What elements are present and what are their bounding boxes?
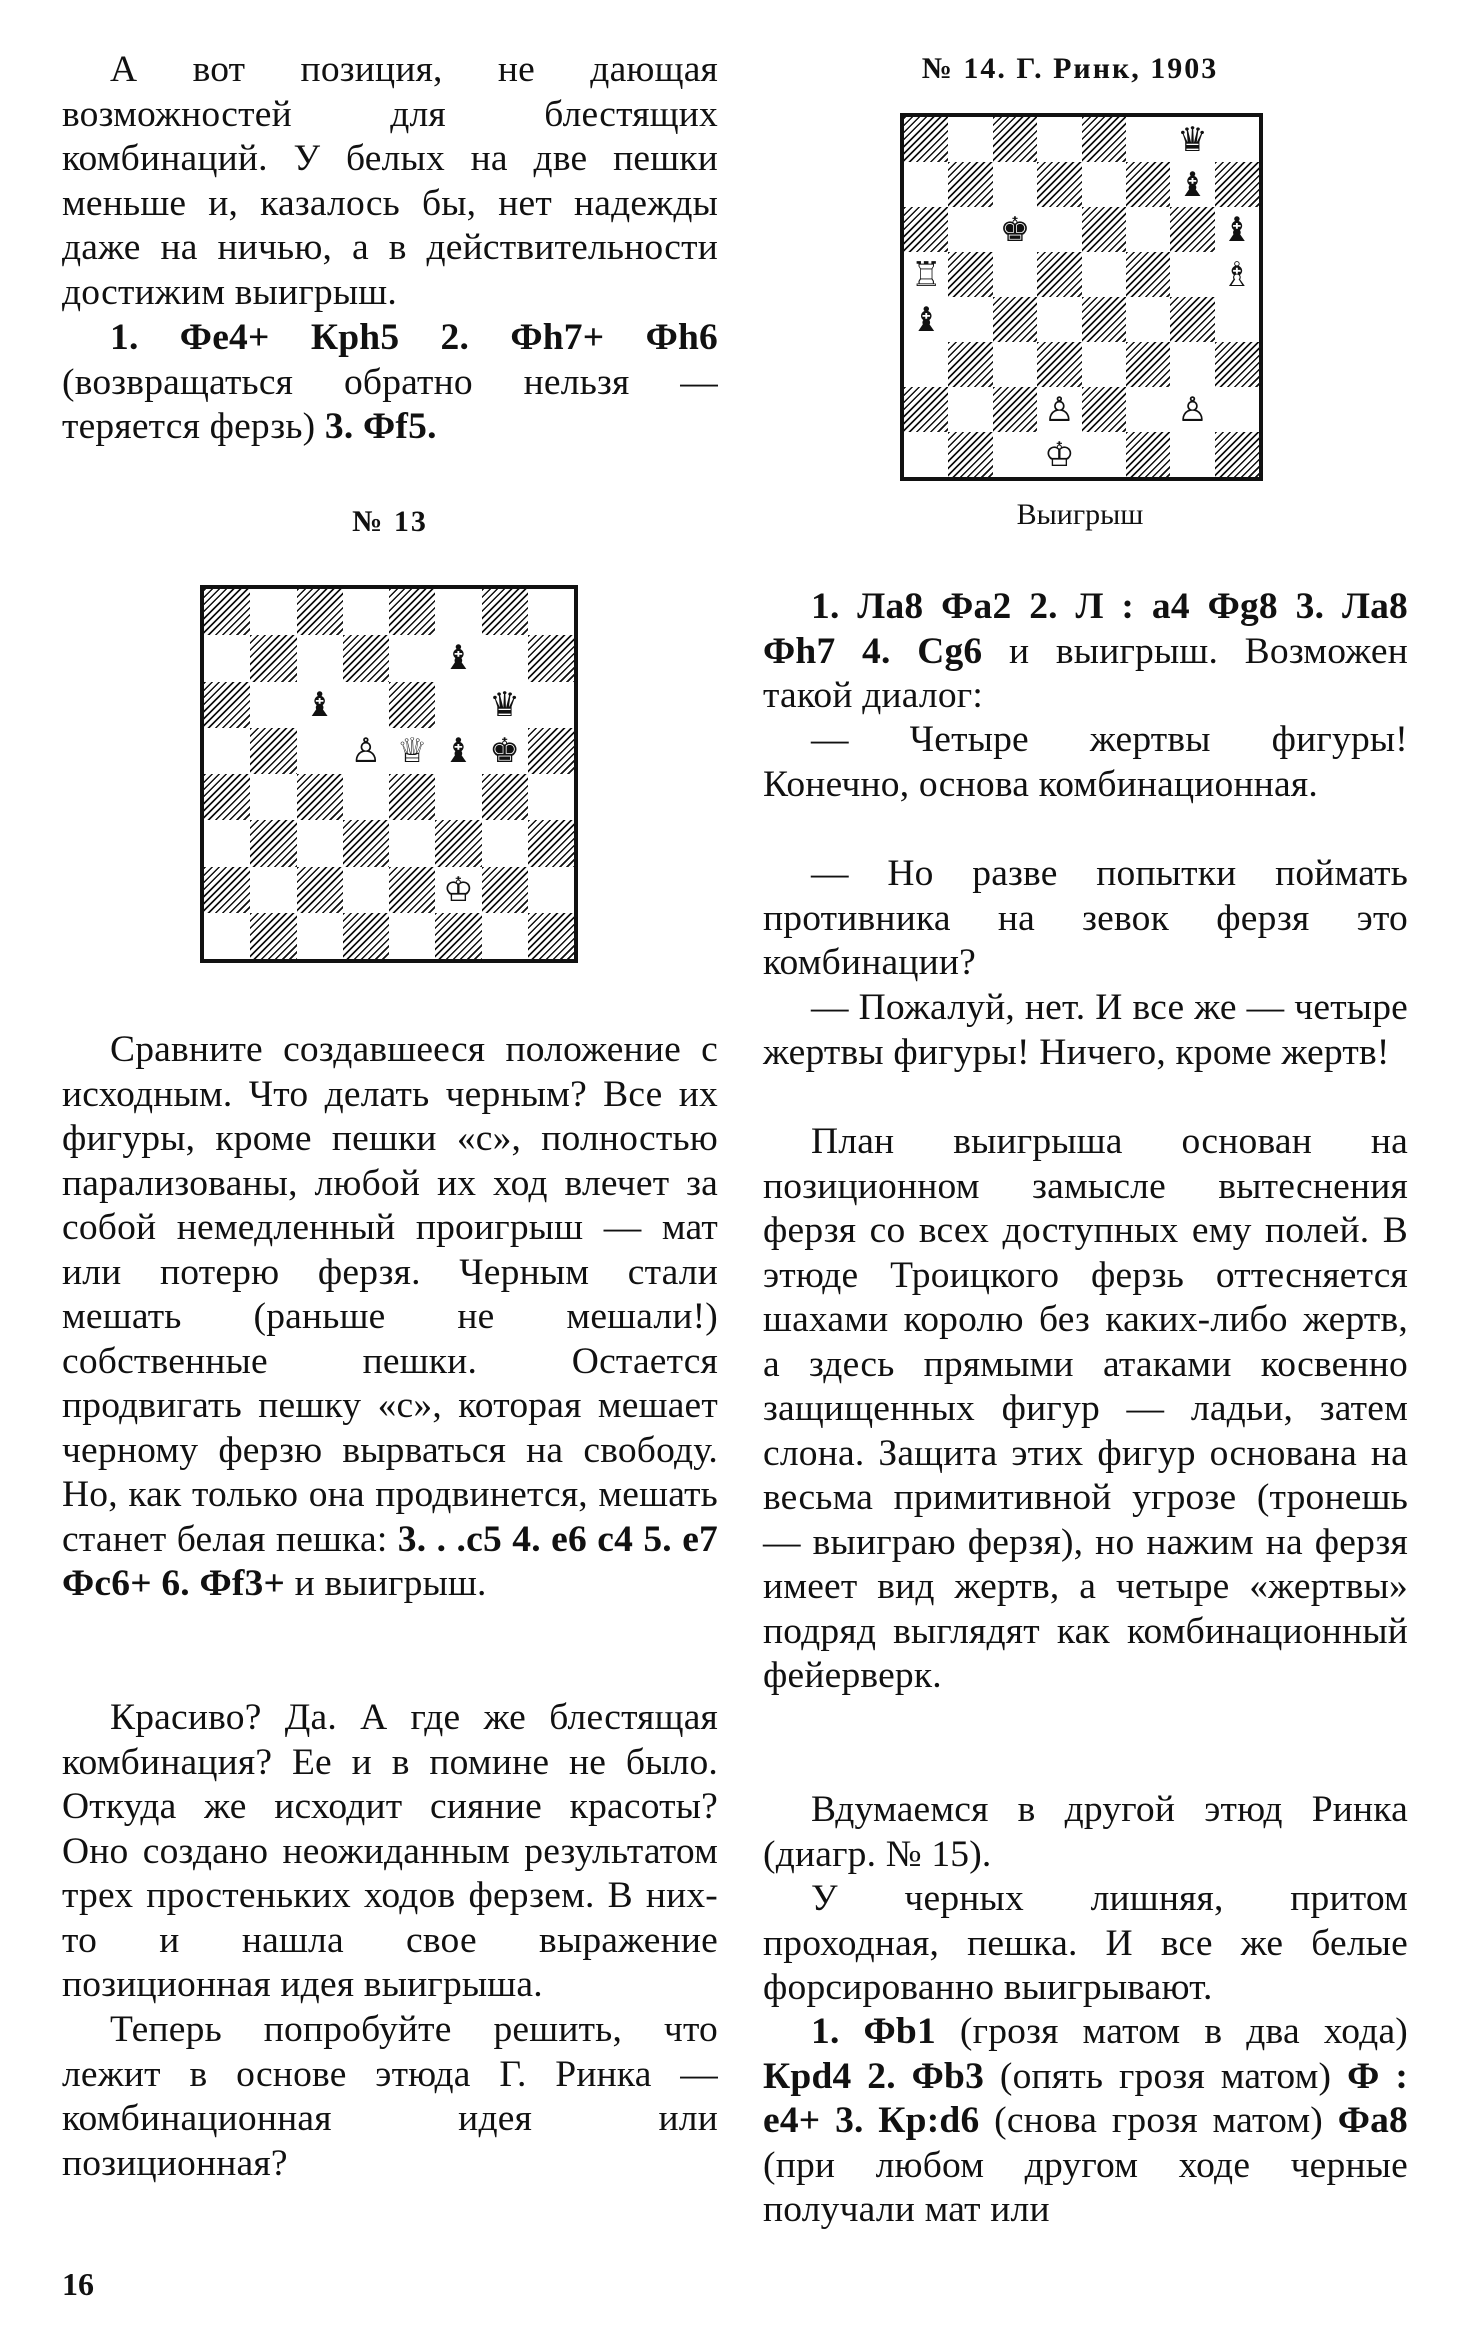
board-square-d5 <box>343 728 389 774</box>
board-square-e5 <box>1082 252 1126 297</box>
board-square-g5 <box>482 728 528 774</box>
board-square-a1 <box>904 432 948 477</box>
black-queen-icon: ♛ <box>489 684 520 725</box>
board-square-c7 <box>993 162 1037 207</box>
board-square-f4 <box>435 774 481 820</box>
white-queen-icon: ♕ <box>396 730 428 771</box>
move-notation: Фа8 <box>1337 2100 1408 2141</box>
board-square-e4 <box>389 774 435 820</box>
board-square-b1 <box>948 432 992 477</box>
right-solution-paragraph <box>763 585 1408 719</box>
white-rook-icon: ♖ <box>910 254 942 295</box>
board-square-b8 <box>948 117 992 162</box>
board-square-c5 <box>993 252 1037 297</box>
board-square-d1 <box>1037 432 1081 477</box>
board-square-e8 <box>1082 117 1126 162</box>
white-king-icon: ♔ <box>443 869 474 910</box>
right-plan-paragraph: План выигрыша основан на позиционном замысле вытеснения ферзя со всех доступных ему полей. В этюде Троицкого ферзь оттесняется шахами королю без каких-либо жертв, а здесь прямыми атаками косвенно защищенных фигур — ладьи, затем слона. Защита этих фигур основана на весьма примитивной угрозе (тронешь — выиграю ферзя), но нажим на ферзя имеет вид жертв, а четыре «жертвы» подряд выглядят как комбинационный фейерверк. <box>763 1121 1408 1696</box>
move-notation: 3. Фf5. <box>324 406 437 447</box>
move-comment: (грозя матом в два хода) <box>935 2011 1408 2052</box>
board-square-h6 <box>1215 207 1259 252</box>
board-square-e1 <box>389 913 435 959</box>
board-square-d2 <box>343 867 389 913</box>
board-square-b5 <box>948 252 992 297</box>
board-square-d6 <box>343 682 389 728</box>
board-square-c8 <box>297 589 343 635</box>
board-square-g4 <box>482 774 528 820</box>
board-square-c7 <box>297 635 343 681</box>
right-final-paragraph <box>763 2010 1408 2233</box>
board-square-g8 <box>1170 117 1214 162</box>
board-square-a7 <box>204 635 250 681</box>
board-square-a3 <box>204 820 250 866</box>
board-square-h3 <box>528 820 574 866</box>
board-square-c2 <box>297 867 343 913</box>
move-notation: 3. . .с5 4. е6 с4 5. е7 Фс6+ 6. Фf3+ <box>62 1518 719 1604</box>
right-pawn-paragraph: У черных лишняя, притом проходная, пешка. И все же белые форсированно выигрывают. <box>763 1878 1408 2008</box>
board-square-g3 <box>1170 342 1214 387</box>
board-square-b4 <box>250 774 296 820</box>
board-square-f4 <box>1126 297 1170 342</box>
board-square-d2 <box>1037 387 1081 432</box>
board-square-d5 <box>1037 252 1081 297</box>
move-comment: (возвращаться обратно нельзя — теряется ферзь) <box>62 361 718 447</box>
board-square-d4 <box>343 774 389 820</box>
board-square-a2 <box>904 387 948 432</box>
board-square-a1 <box>204 913 250 959</box>
black-queen-icon: ♛ <box>1177 119 1208 160</box>
board-square-h2 <box>1215 387 1259 432</box>
board-square-c3 <box>993 342 1037 387</box>
black-bishop-icon: ♝ <box>443 638 474 679</box>
board-square-g5 <box>1170 252 1214 297</box>
left-beauty-paragraph: Красиво? Да. А где же блестящая комбинация? Ее и в помине не было. Откуда же исходит сияние красоты? Оно создано неожиданным результатом трех простеньких ходов ферзем. В них-то и нашла свое выражение позиционная идея выигрыша. <box>62 1697 718 2005</box>
board-square-f6 <box>1126 207 1170 252</box>
board-square-g3 <box>482 820 528 866</box>
board-square-c3 <box>297 820 343 866</box>
board-square-c4 <box>297 774 343 820</box>
board-square-d3 <box>343 820 389 866</box>
board-square-a5 <box>204 728 250 774</box>
board-square-f8 <box>1126 117 1170 162</box>
board-square-f1 <box>1126 432 1170 477</box>
board-square-e6 <box>389 682 435 728</box>
board-square-a6 <box>904 207 948 252</box>
board-square-f2 <box>1126 387 1170 432</box>
board-square-c8 <box>993 117 1037 162</box>
board-square-g2 <box>1170 387 1214 432</box>
board-square-c6 <box>993 207 1037 252</box>
black-bishop-icon: ♝ <box>304 684 335 725</box>
board-square-g7 <box>482 635 528 681</box>
board-square-e1 <box>1082 432 1126 477</box>
white-pawn-icon: ♙ <box>350 730 382 771</box>
board-square-e5 <box>389 728 435 774</box>
board-square-b7 <box>948 162 992 207</box>
board-square-f8 <box>435 589 481 635</box>
board-square-b7 <box>250 635 296 681</box>
left-intro-paragraph: А вот позиция, не дающая возможностей для блестящих комбинаций. У белых на две пешки меньше и, казалось бы, нет надежды даже на ничью, а в действительности достижим выигрыш. <box>62 49 718 313</box>
move-comment: (снова грозя матом) <box>979 2100 1338 2141</box>
left-analysis-paragraph <box>62 1028 718 1607</box>
black-bishop-icon: ♝ <box>443 730 474 771</box>
black-bishop-icon: ♝ <box>910 299 942 340</box>
board-square-b3 <box>250 820 296 866</box>
board-square-g1 <box>482 913 528 959</box>
move-notation: Крd4 2. Фb3 <box>763 2055 985 2097</box>
board-square-d7 <box>343 635 389 681</box>
page-number: 16 <box>62 2266 94 2302</box>
board-square-a4 <box>204 774 250 820</box>
board-square-a3 <box>904 342 948 387</box>
board-square-f5 <box>1126 252 1170 297</box>
board-square-h5 <box>528 728 574 774</box>
board-square-c6 <box>297 682 343 728</box>
board-square-g7 <box>1170 162 1214 207</box>
board-square-c1 <box>297 913 343 959</box>
board-square-g1 <box>1170 432 1214 477</box>
right-rink-paragraph: Вдумаемся в другой этюд Ринка (диагр. № 15). <box>763 1789 1408 1875</box>
board-square-e6 <box>1082 207 1126 252</box>
board-square-e7 <box>389 635 435 681</box>
board-square-g4 <box>1170 297 1214 342</box>
diagram-14-label: № 14. Г. Ринк, 1903 <box>921 52 1219 85</box>
move-comment: (при любом другом ходе черные получали мат или <box>763 2144 1408 2230</box>
board-square-g8 <box>482 589 528 635</box>
board-square-h5 <box>1215 252 1259 297</box>
board-square-b5 <box>250 728 296 774</box>
board-square-f3 <box>1126 342 1170 387</box>
board-square-a6 <box>204 682 250 728</box>
solution-text: и выигрыш. Возможен такой диалог: <box>763 630 1408 716</box>
chess-diagram-13 <box>200 585 578 963</box>
black-bishop-icon: ♝ <box>1177 164 1208 205</box>
board-square-b3 <box>948 342 992 387</box>
board-square-b2 <box>948 387 992 432</box>
diagram-13-label: № 13 <box>352 505 428 538</box>
board-square-b2 <box>250 867 296 913</box>
board-square-d7 <box>1037 162 1081 207</box>
board-square-d3 <box>1037 342 1081 387</box>
board-square-e7 <box>1082 162 1126 207</box>
board-square-d6 <box>1037 207 1081 252</box>
board-square-e8 <box>389 589 435 635</box>
board-square-b6 <box>948 207 992 252</box>
board-square-f1 <box>435 913 481 959</box>
move-notation: 1. Фe4+ Крh5 2. Фh7+ Фh6 <box>110 317 718 358</box>
board-square-h3 <box>1215 342 1259 387</box>
white-pawn-icon: ♙ <box>1177 389 1208 430</box>
board-square-f7 <box>435 635 481 681</box>
board-square-e4 <box>1082 297 1126 342</box>
board-square-h4 <box>528 774 574 820</box>
board-square-h8 <box>1215 117 1259 162</box>
board-square-c2 <box>993 387 1037 432</box>
board-square-c1 <box>993 432 1037 477</box>
board-square-h8 <box>528 589 574 635</box>
white-bishop-icon: ♗ <box>1221 254 1253 295</box>
black-bishop-icon: ♝ <box>1221 209 1253 250</box>
board-square-c5 <box>297 728 343 774</box>
board-square-h1 <box>1215 432 1259 477</box>
board-square-g6 <box>482 682 528 728</box>
board-square-b1 <box>250 913 296 959</box>
board-square-b4 <box>948 297 992 342</box>
move-notation: 1. Ла8 Фа2 2. Л : а4 Фg8 3. Ла8 Фh7 4. Сg6 <box>763 586 1408 672</box>
board-square-f5 <box>435 728 481 774</box>
board-square-f6 <box>435 682 481 728</box>
dialog-line-1: — Четыре жертвы фигуры! Конечно, основа комбинационная. <box>763 719 1408 805</box>
move-notation: Ф : е4+ 3. Кр:d6 <box>763 2055 1409 2141</box>
board-square-b6 <box>250 682 296 728</box>
analysis-text: Сравните создавшееся положение с исходным. Что делать черным? Все их фигуры, кроме пешки «с», полностью парализованы, любой их ход влечет за собой немедленный проигрыш — мат или потерю ферзя. Черным стали мешать (раньше не мешали!) собственные пешки. Остается продвигать пешку «с», которая мешает черному ферзю вырваться на свободу. Но, как только она продвинется, мешать станет белая пешка: <box>62 1029 718 1560</box>
board-square-d4 <box>1037 297 1081 342</box>
black-king-icon: ♚ <box>489 730 520 771</box>
board-square-e2 <box>1082 387 1126 432</box>
board-square-f7 <box>1126 162 1170 207</box>
board-square-f2 <box>435 867 481 913</box>
board-square-h4 <box>1215 297 1259 342</box>
board-square-d8 <box>1037 117 1081 162</box>
board-square-a4 <box>904 297 948 342</box>
board-square-g6 <box>1170 207 1214 252</box>
board-square-a8 <box>904 117 948 162</box>
board-square-e3 <box>1082 342 1126 387</box>
board-square-a7 <box>904 162 948 207</box>
board-square-h1 <box>528 913 574 959</box>
board-square-h7 <box>1215 162 1259 207</box>
white-pawn-icon: ♙ <box>1044 389 1075 430</box>
board-square-e3 <box>389 820 435 866</box>
move-notation: 1. Фb1 <box>811 2011 936 2052</box>
board-square-f3 <box>435 820 481 866</box>
board-square-d8 <box>343 589 389 635</box>
board-square-h7 <box>528 635 574 681</box>
board-square-g2 <box>482 867 528 913</box>
dialog-line-3: — Пожалуй, нет. И все же — четыре жертвы фигуры! Ничего, кроме жертв! <box>763 987 1408 1073</box>
white-king-icon: ♔ <box>1044 434 1075 475</box>
board-square-b8 <box>250 589 296 635</box>
chess-diagram-14 <box>900 113 1263 481</box>
board-square-d1 <box>343 913 389 959</box>
move-comment: (опять грозя матом) <box>984 2055 1348 2097</box>
board-square-e2 <box>389 867 435 913</box>
black-king-icon: ♚ <box>999 209 1031 250</box>
board-square-c4 <box>993 297 1037 342</box>
board-square-a8 <box>204 589 250 635</box>
board-square-h2 <box>528 867 574 913</box>
board-square-h6 <box>528 682 574 728</box>
diagram-14-caption: Выигрыш <box>1016 498 1144 531</box>
analysis-text: и выигрыш. <box>285 1563 487 1604</box>
left-moves-paragraph <box>62 316 718 450</box>
dialog-line-2: — Но разве попытки поймать противника на зевок ферзя это комбинации? <box>763 853 1408 983</box>
board-square-a2 <box>204 867 250 913</box>
board-square-a5 <box>904 252 948 297</box>
left-question-paragraph: Теперь попробуйте решить, что лежит в основе этюда Г. Ринка — комбинационная идея или позиционная? <box>62 2009 718 2184</box>
